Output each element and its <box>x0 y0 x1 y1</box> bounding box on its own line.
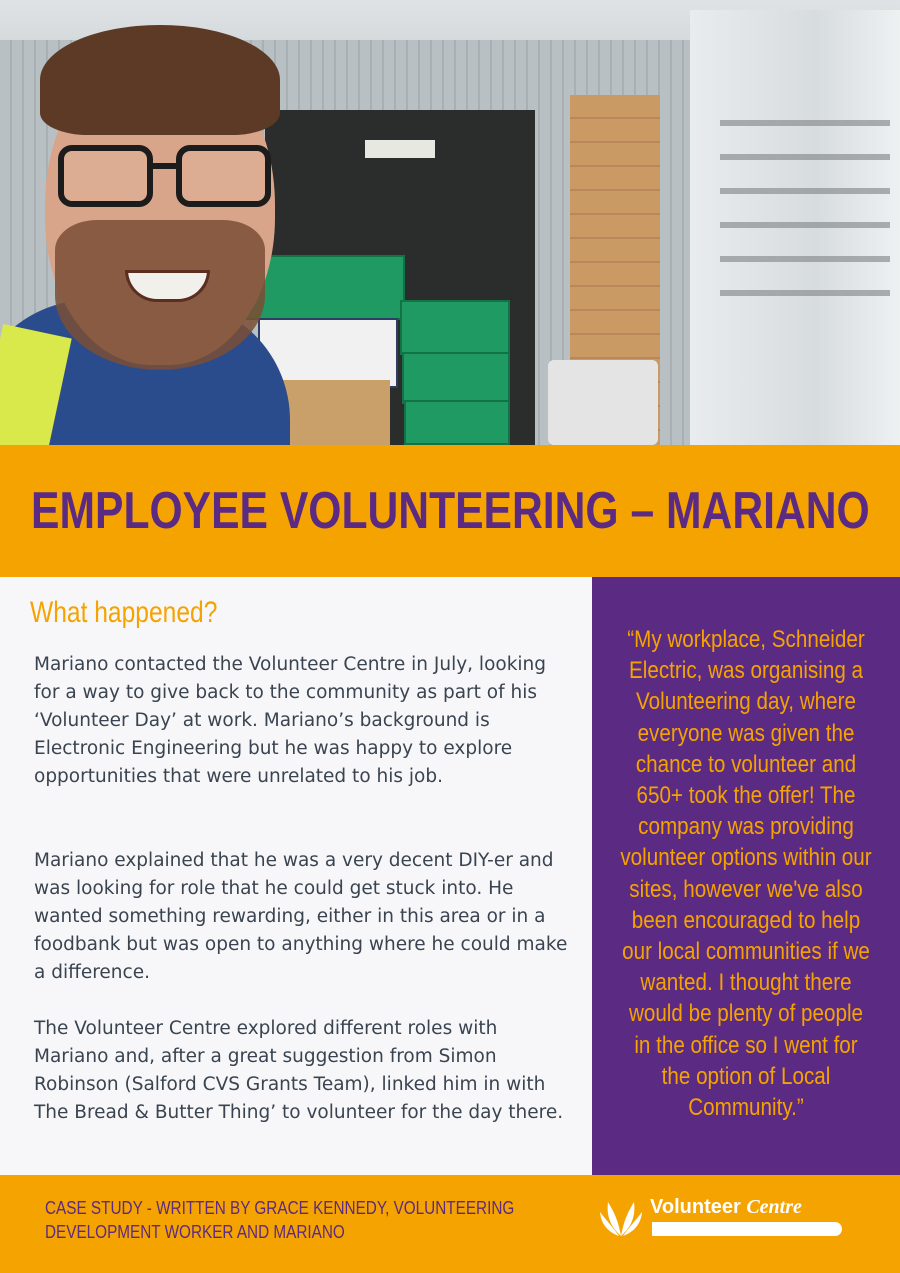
story-paragraph: The Volunteer Centre explored different roles with Mariano and, after a great suggestion from Simon Robinson (Salford CVS Grants Team), linked him in with The Bread & Butter Thing’ to volunteer for the day there. <box>34 1018 564 1123</box>
ceiling-light <box>365 140 435 158</box>
story-paragraph: Mariano contacted the Volunteer Centre in July, looking for a way to give back to the community as part of his ‘Volunteer Day’ at work. Mariano’s background is Electronic Engineering but he was happy to explore opportunities that were unrelated to his job. <box>34 654 547 787</box>
van-rack <box>720 120 890 300</box>
green-crate <box>400 300 510 355</box>
logo-name-plain: Volunteer <box>650 1196 741 1218</box>
flame-leaves-icon <box>598 1194 644 1238</box>
green-crate <box>402 352 510 404</box>
story-paragraph: Mariano explained that he was a very decent DIY-er and was looking for role that he could get stuck into. He wanted something rewarding, either in this area or in a foodbank but was open to anything where he could make a difference. <box>34 850 568 983</box>
hero-photo <box>0 0 900 445</box>
green-crate <box>404 400 510 445</box>
testimonial-quote: “My workplace, Schneider Electric, was organising a Volunteering day, where everyone was given the chance to volunteer and 650+ took the offer! The company was providing volunteer options within our sites, however we've also been encouraged to help our local communities if we wanted. I thought there would be plenty of people in the office so I went for the option of Local Community.” <box>620 626 872 1122</box>
case-study-credit: CASE STUDY - WRITTEN BY GRACE KENNEDY, VOLUNTEERING DEVELOPMENT WORKER AND MARIANO <box>45 1198 515 1242</box>
bulk-sack <box>548 360 658 445</box>
page-title: EMPLOYEE VOLUNTEERING – MARIANO <box>30 482 870 540</box>
person-hair <box>40 25 280 135</box>
logo-name-script: Centre <box>746 1196 802 1218</box>
title-band <box>0 445 900 577</box>
glasses-icon <box>58 145 273 215</box>
logo-sub: Salford <box>786 1253 824 1265</box>
logo-bar <box>652 1222 842 1265</box>
section-heading: What happened? <box>30 596 218 629</box>
logo-wordmark <box>650 1196 802 1219</box>
volunteer-centre-logo <box>598 1192 858 1265</box>
